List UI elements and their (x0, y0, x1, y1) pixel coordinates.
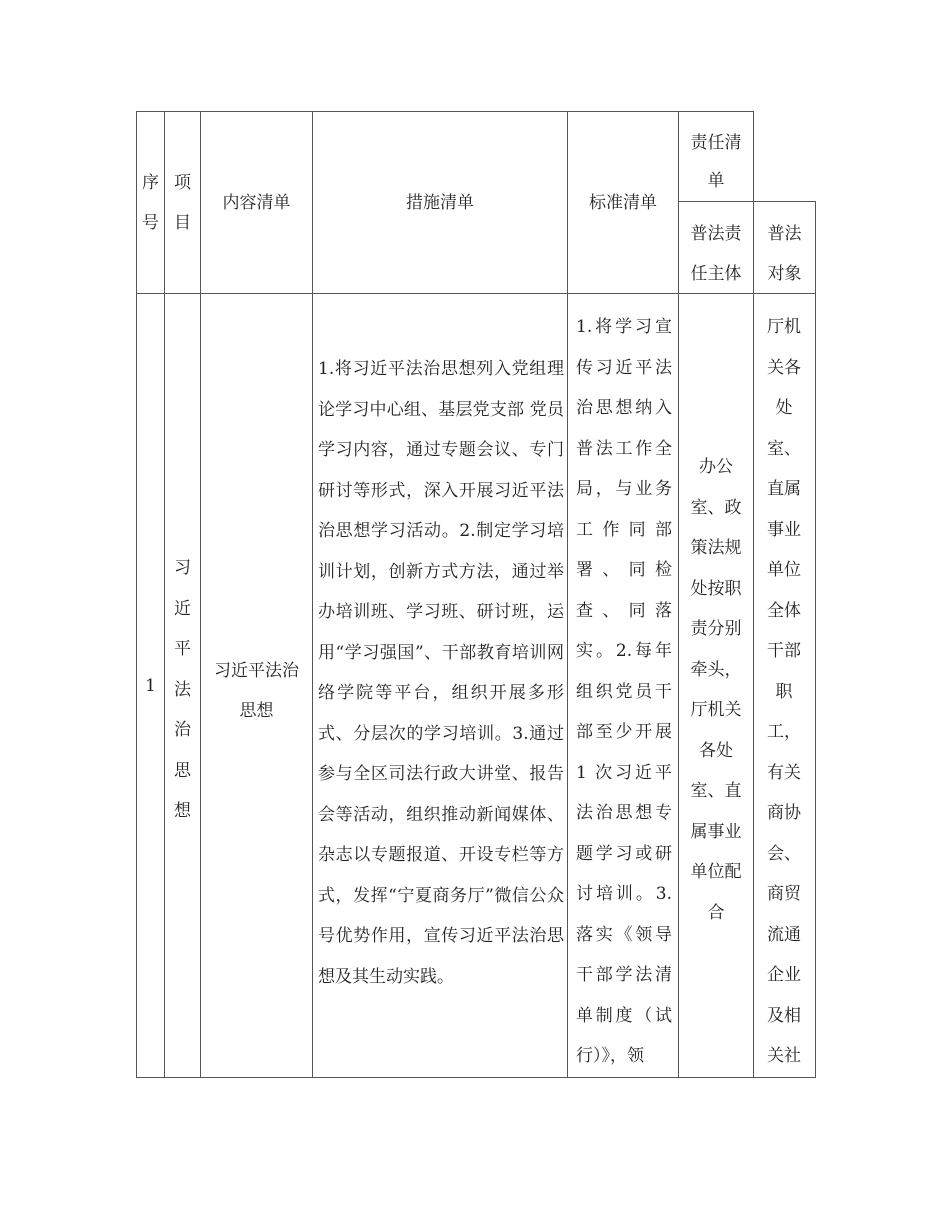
row-standard (576, 307, 672, 1077)
header-responsibility-label: 责任清单 (690, 133, 742, 191)
row-subject (684, 447, 748, 933)
row-target-text: 厅机关各处室、直属事业单位全体干部职工，有关商协会、商贸流通企业及相关社 (767, 317, 801, 1066)
table-line-responsibility-split (678, 201, 816, 202)
row-subject-text: 办公室、政策法规处按职责分别牵头，厅机关各处室、直属事业单位配合 (690, 457, 742, 923)
row-content-value: 习近平法治思想 (214, 661, 299, 721)
header-subject-label: 普法责任主体 (690, 224, 742, 284)
row-target (762, 307, 806, 1077)
row-measures-text: 1.将习近平法治思想列入党组理论学习中心组、基层党支部 党员学习内容，通过专题会议、专门研讨等形式，深入开展习近平法治思想学习活动。2.制定学习培训计划，创新方式方法，通过举办培训班、学习班、研讨班，运用“学习强国”、干部教育培训网络学院等平台，组织开展多形式、分层次的学习培训。3.通过参与全区司法行政大讲堂、报告会等活动，组织推动新闻媒体、杂志以专题报道、开设专栏等方式，发挥“宁夏商务厅”微信公众号优势作用，宣传习近平法治思想及其生动实践。 (318, 359, 564, 987)
row-item-value: 习近平法治思想 (174, 558, 191, 821)
header-content (201, 112, 312, 293)
row-content (201, 294, 312, 1077)
header-target (754, 214, 815, 293)
header-item-label: 项目 (174, 172, 191, 233)
header-content-label: 内容清单 (222, 192, 291, 213)
row-item (165, 294, 200, 1077)
header-responsibility (679, 124, 753, 201)
header-standard (568, 112, 678, 293)
header-subject (679, 214, 753, 293)
header-standard-label: 标准清单 (589, 192, 657, 213)
header-measures (313, 112, 567, 293)
table-border-right (815, 201, 816, 1078)
header-target-label: 普法对象 (767, 224, 802, 284)
header-item (165, 112, 200, 293)
table-border-bottom (136, 1077, 816, 1078)
row-seq-value: 1 (145, 675, 156, 696)
header-seq (137, 112, 164, 293)
header-measures-label: 措施清单 (406, 192, 474, 213)
row-measures (318, 349, 564, 997)
header-seq-label: 序号 (142, 172, 159, 233)
row-seq (137, 294, 164, 1077)
row-standard-text: 1.将学习宣传习近平法治思想纳入普法工作全局，与业务工作同部署、同检查、同落实。2.每年组织党员干部至少开展 1 次习近平法治思想专题学习或研讨培训。3.落实《领导干部学法清单制度（试行）》，领 (576, 317, 672, 1066)
